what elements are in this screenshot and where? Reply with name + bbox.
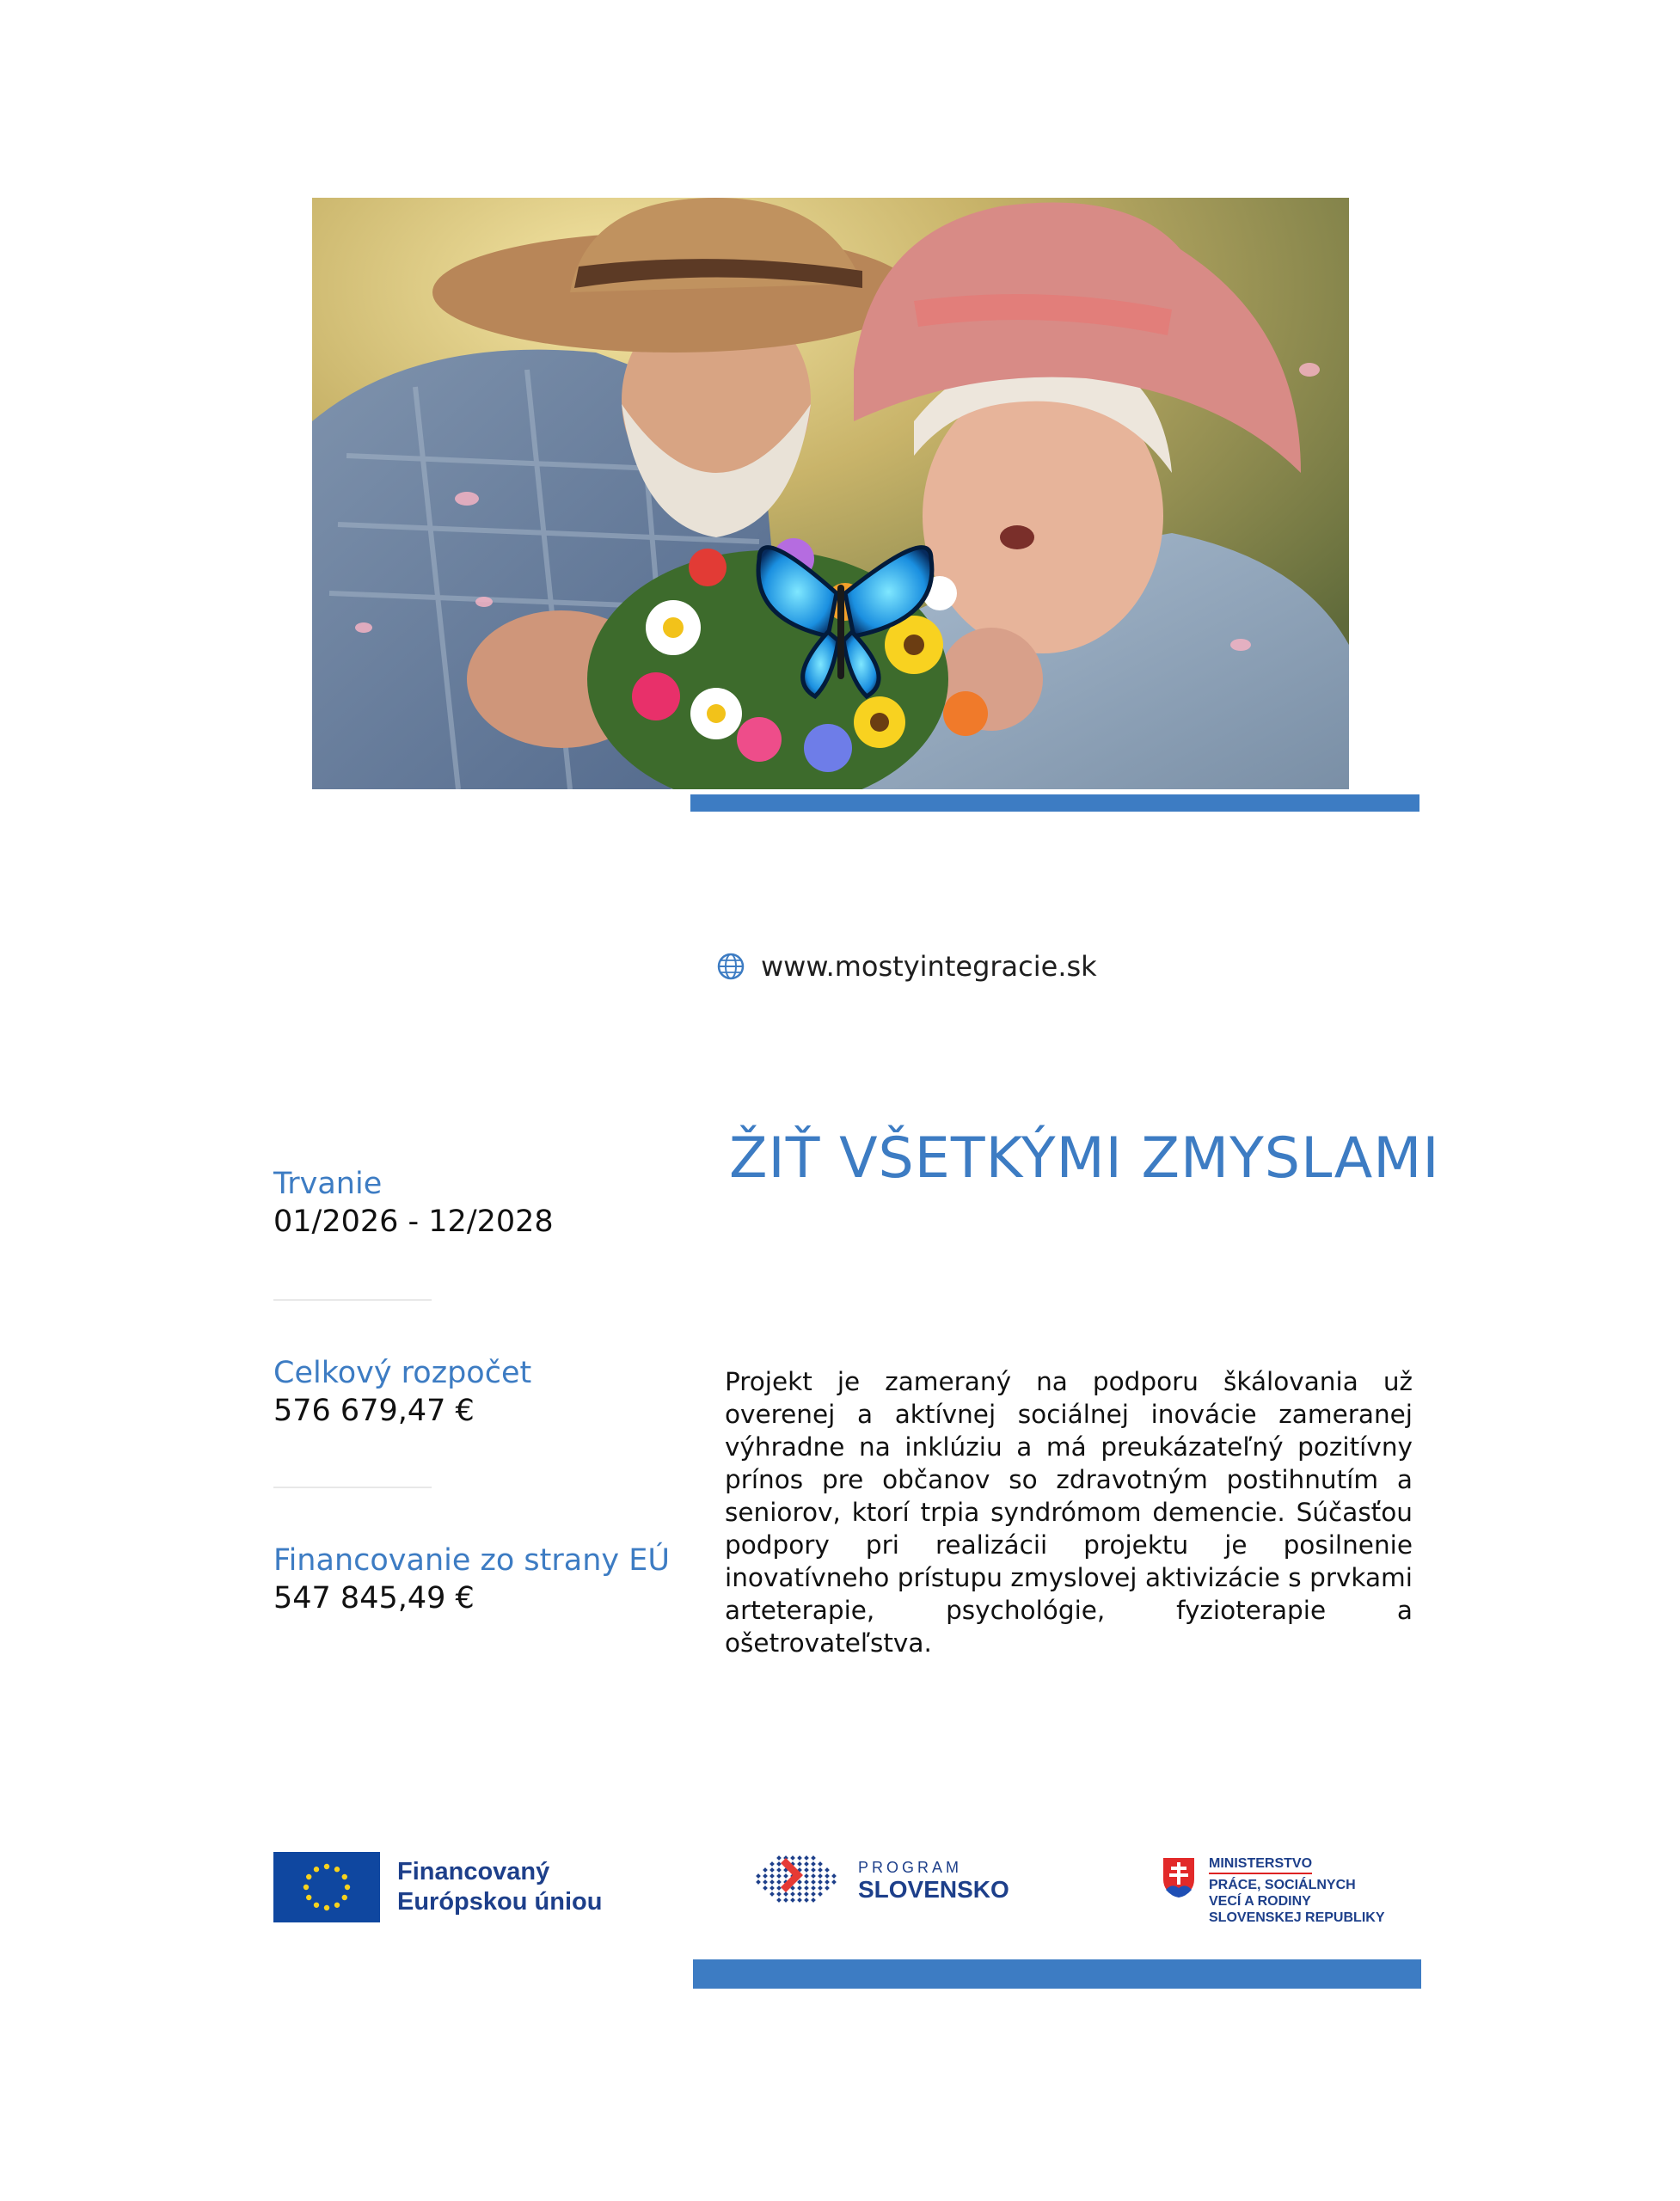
website-line [716, 949, 1097, 984]
slovak-coat-of-arms-icon [1161, 1855, 1197, 1900]
ministry-line3: VECÍ A RODINY [1209, 1894, 1311, 1909]
divider [273, 1487, 432, 1488]
eu-flag-icon [273, 1852, 380, 1922]
fact-eu-funding [273, 1542, 670, 1617]
fact-value: 01/2026 - 12/2028 [273, 1205, 554, 1239]
page-title: ŽIŤ VŠETKÝMI ZMYSLAMI [729, 1126, 1440, 1191]
globe-icon [716, 952, 745, 981]
fact-label: Trvanie [273, 1167, 383, 1201]
program-slovensko-icon [746, 1853, 846, 1908]
program-label: PROGRAM [858, 1859, 963, 1876]
ministry-line1: MINISTERSTVO [1209, 1855, 1312, 1874]
ministry-logo [1161, 1855, 1384, 1926]
fact-value: 576 679,47 € [273, 1394, 475, 1428]
eu-logo-line2: Európskou úniou [397, 1888, 603, 1916]
eu-funding-logo [273, 1852, 602, 1922]
accent-bar-top [690, 794, 1419, 812]
program-slovensko-logo [746, 1853, 1009, 1908]
ministry-line4: SLOVENSKEJ REPUBLIKY [1209, 1910, 1385, 1925]
divider [273, 1299, 432, 1301]
fact-label: Financovanie zo strany EÚ [273, 1543, 670, 1578]
website-url[interactable]: www.mostyintegracie.sk [761, 950, 1097, 983]
ministry-line2: PRÁCE, SOCIÁLNYCH [1209, 1878, 1356, 1892]
fact-label: Celkový rozpočet [273, 1356, 532, 1390]
fact-value: 547 845,49 € [273, 1581, 475, 1615]
hero-photo [312, 198, 1349, 789]
project-description: Projekt je zameraný na podporu škálovania už overenej a aktívnej sociálnej inovácie zameranej výhradne na inklúziu a má preukázateľný pozitívny prínos pre občanov so zdravotným postihnutím a seniorov, ktorí trpia syndrómom demencie. Súčasťou podpory pri realizácii projektu je posilnenie inovatívneho prístupu zmyslovej aktivizácie s prvkami arteterapie, psychológie, fyzioterapie a ošetrovateľstva. [725, 1367, 1413, 1658]
accent-bar-bottom [693, 1959, 1421, 1989]
fact-duration [273, 1165, 554, 1241]
eu-logo-line1: Financovaný [397, 1858, 550, 1885]
slovensko-label: SLOVENSKO [858, 1876, 1009, 1903]
fact-total-budget [273, 1354, 531, 1430]
